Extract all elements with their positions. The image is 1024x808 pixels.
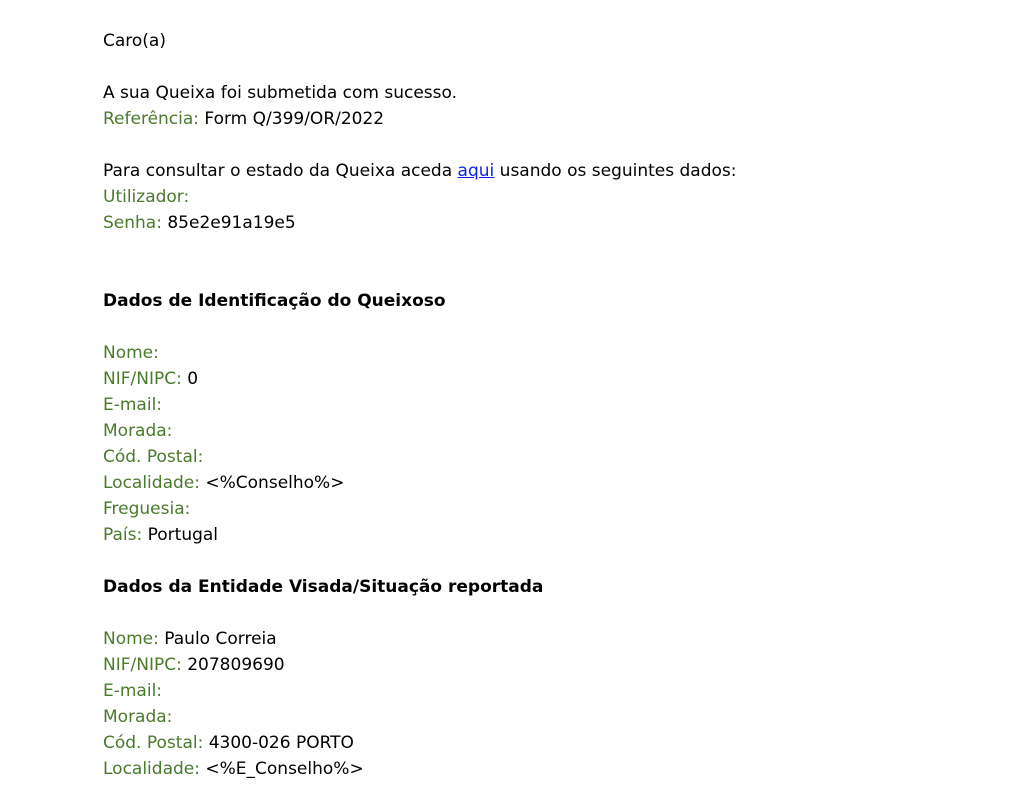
field-value: 207809690 — [187, 655, 285, 675]
entity-nif-row — [103, 652, 983, 678]
field-value: Portugal — [147, 525, 219, 545]
field-label: Nome: — [103, 629, 159, 649]
field-label: Nome: — [103, 343, 159, 363]
username-row — [103, 184, 983, 210]
intro-text: A sua Queixa foi submetida com sucesso. — [103, 83, 458, 103]
complainant-address-row — [103, 418, 983, 444]
field-value: 4300-026 PORTO — [208, 733, 354, 753]
consult-row — [103, 158, 983, 184]
field-value: <%Conselho%> — [205, 473, 345, 493]
consult-link[interactable]: aqui — [457, 161, 495, 181]
field-label: Morada: — [103, 421, 173, 441]
reference-row — [103, 106, 983, 132]
field-label: Cód. Postal: — [103, 447, 204, 467]
field-value: 0 — [187, 369, 199, 389]
reference-label: Referência: — [103, 109, 200, 129]
entity-email-row — [103, 678, 983, 704]
field-value: Paulo Correia — [164, 629, 277, 649]
password-row — [103, 210, 983, 236]
field-label: Cód. Postal: — [103, 733, 204, 753]
entity-heading: Dados da Entidade Visada/Situação reportada — [103, 577, 544, 597]
field-label: Freguesia: — [103, 499, 191, 519]
password-label: Senha: — [103, 213, 162, 233]
email-body — [103, 28, 983, 782]
field-label: E-mail: — [103, 395, 163, 415]
field-label: Localidade: — [103, 759, 200, 779]
field-label: País: — [103, 525, 143, 545]
entity-address-row — [103, 704, 983, 730]
field-label: NIF/NIPC: — [103, 369, 182, 389]
field-label: E-mail: — [103, 681, 163, 701]
complainant-country-row — [103, 522, 983, 548]
complainant-email-row — [103, 392, 983, 418]
complainant-nif-row — [103, 366, 983, 392]
complainant-postal-row — [103, 444, 983, 470]
consult-text-after: usando os seguintes dados: — [494, 161, 737, 181]
field-label: NIF/NIPC: — [103, 655, 182, 675]
greeting: Caro(a) — [103, 31, 166, 51]
username-label: Utilizador: — [103, 187, 190, 207]
entity-locality-row — [103, 756, 983, 782]
complainant-parish-row — [103, 496, 983, 522]
complainant-name-row — [103, 340, 983, 366]
field-label: Localidade: — [103, 473, 200, 493]
complainant-locality-row — [103, 470, 983, 496]
consult-text-before: Para consultar o estado da Queixa aceda — [103, 161, 458, 181]
field-label: Morada: — [103, 707, 173, 727]
entity-name-row — [103, 626, 983, 652]
complainant-heading: Dados de Identificação do Queixoso — [103, 291, 446, 311]
password-value: 85e2e91a19e5 — [167, 213, 296, 233]
entity-postal-row — [103, 730, 983, 756]
field-value: <%E_Conselho%> — [205, 759, 364, 779]
reference-value: Form Q/399/OR/2022 — [204, 109, 385, 129]
